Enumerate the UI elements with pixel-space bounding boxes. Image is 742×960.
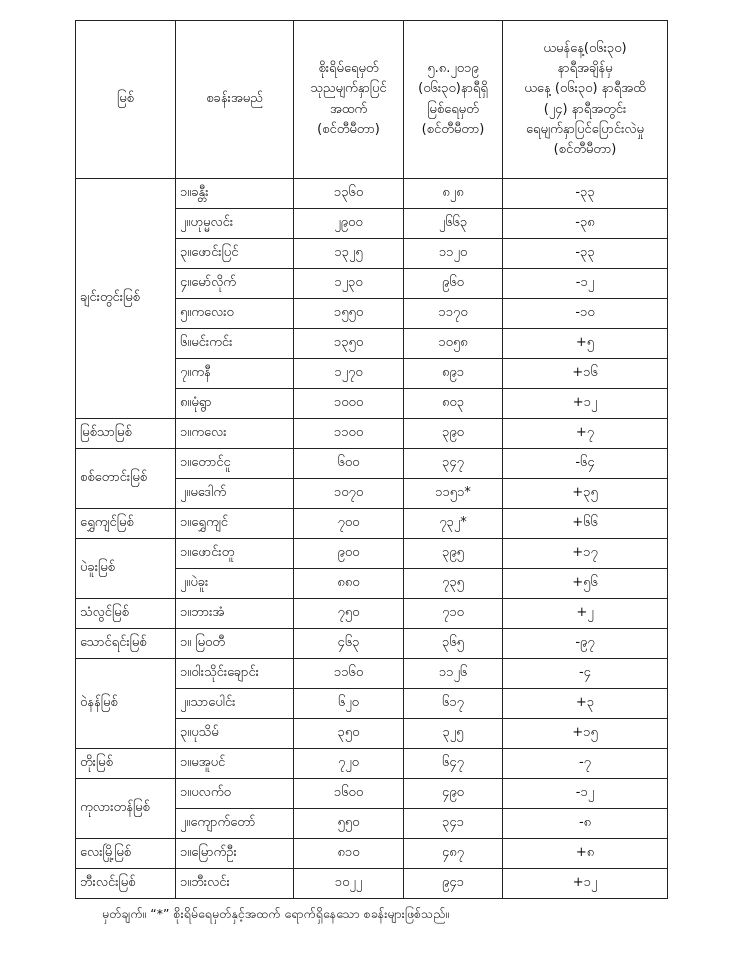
change-cell: -၇ — [503, 749, 668, 779]
current-level-cell: ၁၁၅၁* — [404, 479, 503, 509]
change-cell: +၁၂ — [503, 389, 668, 419]
current-level-cell: ၈၉၁ — [404, 359, 503, 389]
current-level-cell: ၉၆၀ — [404, 269, 503, 299]
danger-level-cell: ၁၀၂၂ — [294, 869, 404, 899]
danger-level-cell: ၅၅၀ — [294, 809, 404, 839]
station-cell: ၁။ မြဝတီ — [176, 629, 294, 659]
danger-level-cell: ၁၁၀၀ — [294, 419, 404, 449]
current-level-cell: ၇၃၅ — [404, 569, 503, 599]
danger-level-cell: ၁၃၅၀ — [294, 329, 404, 359]
change-cell: -၉၇ — [503, 629, 668, 659]
change-cell: -၃၈ — [503, 209, 668, 239]
river-name-cell: စစ်တောင်းမြစ် — [76, 449, 176, 509]
change-cell: -၄ — [503, 659, 668, 689]
station-cell: ၆။မင်းကင်း — [176, 329, 294, 359]
table-row — [76, 419, 668, 449]
change-cell: +၁၆ — [503, 359, 668, 389]
change-cell: -၁၂ — [503, 269, 668, 299]
station-cell: ၁။ဖောင်းတူ — [176, 539, 294, 569]
header-danger-level: စိုးရိမ်ရေမှတ် သုညမျက်နှာပြင် အထက် (စင်တီမီတာ) — [294, 21, 404, 179]
current-level-cell: ၃၄၁ — [404, 809, 503, 839]
river-name-cell: ပဲခူးမြစ် — [76, 539, 176, 599]
station-cell: ၁။ပလက်ဝ — [176, 779, 294, 809]
current-level-cell: ၁၀၅၈ — [404, 329, 503, 359]
river-name-cell: ဘီးလင်းမြစ် — [76, 869, 176, 899]
change-cell: +၃ — [503, 689, 668, 719]
current-level-cell: ၂၆၆၃ — [404, 209, 503, 239]
river-level-table — [75, 20, 668, 899]
river-name-cell: သောင်ရင်းမြစ် — [76, 629, 176, 659]
change-cell: +၃၅ — [503, 479, 668, 509]
table-row — [76, 599, 668, 629]
current-level-cell: ၃၄၇ — [404, 449, 503, 479]
station-cell: ၁။ရွှေကျင် — [176, 509, 294, 539]
station-cell: ၃။ပုသိမ် — [176, 719, 294, 749]
change-cell: +၁၇ — [503, 539, 668, 569]
current-level-cell: ၉၄၁ — [404, 869, 503, 899]
change-cell: +၁၂ — [503, 869, 668, 899]
danger-level-cell: ၁၁၆၀ — [294, 659, 404, 689]
change-cell: -၃၃ — [503, 239, 668, 269]
river-name-cell: ချင်းတွင်းမြစ် — [76, 179, 176, 419]
header-river: မြစ် — [76, 21, 176, 179]
current-level-cell: ၃၂၅ — [404, 719, 503, 749]
danger-level-cell: ၁၆၀၀ — [294, 779, 404, 809]
river-name-cell: ကုလားတန်မြစ် — [76, 779, 176, 839]
danger-level-cell: ၂၉၀၀ — [294, 209, 404, 239]
station-cell: ၁။မြောက်ဦး — [176, 839, 294, 869]
danger-level-cell: ၉၀၀ — [294, 539, 404, 569]
river-name-cell: တိုးမြစ် — [76, 749, 176, 779]
current-level-cell: ၁၁၂၆ — [404, 659, 503, 689]
station-cell: ၂။ကျောက်တော် — [176, 809, 294, 839]
header-row — [76, 21, 668, 179]
danger-level-cell: ၄၆၃ — [294, 629, 404, 659]
danger-level-cell: ၇၅၀ — [294, 599, 404, 629]
station-cell: ၅။ကလေးဝ — [176, 299, 294, 329]
table-row — [76, 179, 668, 209]
station-cell: ၁။တောင်ငူ — [176, 449, 294, 479]
footnote: မှတ်ချက်။ “*” စိုးရိမ်ရေမှတ်နှင့်အထက် ရောက်ရှိနေသော စခန်းများဖြစ်သည်။ — [102, 906, 450, 921]
change-cell: +၅ — [503, 329, 668, 359]
danger-level-cell: ၁၃၂၅ — [294, 239, 404, 269]
danger-level-cell: ၈၈၀ — [294, 569, 404, 599]
current-level-cell: ၄၉၀ — [404, 779, 503, 809]
change-cell: +၁၅ — [503, 719, 668, 749]
danger-level-cell: ၃၅၀ — [294, 719, 404, 749]
table-row — [76, 779, 668, 809]
table-row — [76, 509, 668, 539]
station-cell: ၁။ဘားအံ — [176, 599, 294, 629]
change-cell: +၂ — [503, 599, 668, 629]
change-cell: +၅၆ — [503, 569, 668, 599]
table-body — [76, 179, 668, 899]
station-cell: ၂။ဟုမ္မလင်း — [176, 209, 294, 239]
change-cell: -၃၃ — [503, 179, 668, 209]
current-level-cell: ၃၆၅ — [404, 629, 503, 659]
current-level-cell: ၃၉၀ — [404, 419, 503, 449]
header-station: စခန်းအမည် — [176, 21, 294, 179]
danger-level-cell: ၁၀၀၀ — [294, 389, 404, 419]
change-cell: -၁၀ — [503, 299, 668, 329]
station-cell: ၄။မော်လိုက် — [176, 269, 294, 299]
current-level-cell: ၇၁၀ — [404, 599, 503, 629]
river-name-cell: လေးမြို့မြစ် — [76, 839, 176, 869]
change-cell: -၈ — [503, 809, 668, 839]
danger-level-cell: ၇၀၀ — [294, 509, 404, 539]
change-cell: +၈ — [503, 839, 668, 869]
danger-level-cell: ၁၂၃၀ — [294, 269, 404, 299]
danger-level-cell: ၆၂၀ — [294, 689, 404, 719]
danger-level-cell: ၁၂၇၀ — [294, 359, 404, 389]
current-level-cell: ၆၁၇ — [404, 689, 503, 719]
station-cell: ၈။မုံရွာ — [176, 389, 294, 419]
river-name-cell: သံလွင်မြစ် — [76, 599, 176, 629]
station-cell: ၁။ဘီးလင်း — [176, 869, 294, 899]
change-cell: -၁၂ — [503, 779, 668, 809]
station-cell: ၂။ပဲခူး — [176, 569, 294, 599]
station-cell: ၂။မဒေါက် — [176, 479, 294, 509]
table-row — [76, 539, 668, 569]
table-row — [76, 869, 668, 899]
current-level-cell: ၄၈၇ — [404, 839, 503, 869]
danger-level-cell: ၇၂၀ — [294, 749, 404, 779]
current-level-cell: ၁၁၂၀ — [404, 239, 503, 269]
station-cell: ၁။ကလေး — [176, 419, 294, 449]
station-cell: ၇။ကနီ — [176, 359, 294, 389]
station-cell: ၂။သာပေါင်း — [176, 689, 294, 719]
table-row — [76, 749, 668, 779]
change-cell: +၆၆ — [503, 509, 668, 539]
station-cell: ၁။မအူပင် — [176, 749, 294, 779]
danger-level-cell: ၁၀၇၀ — [294, 479, 404, 509]
danger-level-cell: ၁၅၅၀ — [294, 299, 404, 329]
change-cell: -၆၄ — [503, 449, 668, 479]
danger-level-cell: ၆၀၀ — [294, 449, 404, 479]
table-row — [76, 629, 668, 659]
station-cell: ၁။ဝါးသိုင်းချောင်း — [176, 659, 294, 689]
current-level-cell: ၈၀၃ — [404, 389, 503, 419]
header-24h-change: ယမန်နေ့(၀၆း၃၀) နာရီအချိန်မှ ယနေ့ (၀၆း၃၀) နာရီအထိ (၂၄) နာရီအတွင်း ရေမျက်နှာပြင်ပြောင်းလဲမှု (စင်တီမီတာ) — [503, 21, 668, 179]
current-level-cell: ၆၄၇ — [404, 749, 503, 779]
river-name-cell: မြစ်သာမြစ် — [76, 419, 176, 449]
current-level-cell: ၃၉၅ — [404, 539, 503, 569]
station-cell: ၁။ခန္တီး — [176, 179, 294, 209]
table-row — [76, 449, 668, 479]
header-current-level: ၅.၈.၂၀၁၉ (၀၆း၃၀)နာရီရှိ မြစ်ရေမှတ် (စင်တီမီတာ) — [404, 21, 503, 179]
river-name-cell: ရွှေကျင်မြစ် — [76, 509, 176, 539]
river-name-cell: ဝဲနန်မြစ် — [76, 659, 176, 749]
current-level-cell: ၁၁၇၀ — [404, 299, 503, 329]
table-row — [76, 839, 668, 869]
current-level-cell: ၈၂၈ — [404, 179, 503, 209]
station-cell: ၃။ဖောင်းပြင် — [176, 239, 294, 269]
table-row — [76, 659, 668, 689]
current-level-cell: ၇၃၂* — [404, 509, 503, 539]
danger-level-cell: ၈၁၀ — [294, 839, 404, 869]
danger-level-cell: ၁၃၆၀ — [294, 179, 404, 209]
change-cell: +၇ — [503, 419, 668, 449]
